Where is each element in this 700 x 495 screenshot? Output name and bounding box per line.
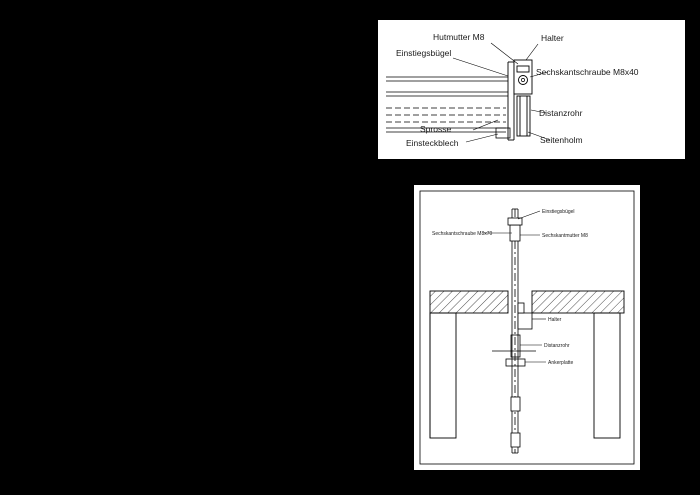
detail-drawing-top-panel: [377, 19, 686, 160]
wall-slab-left: [430, 291, 508, 438]
label-halter-bottom: Halter: [548, 317, 562, 323]
halter-block: [514, 60, 532, 94]
label-einsteckblech: Einsteckblech: [406, 138, 459, 148]
section-drawing-bottom-panel: [413, 184, 641, 471]
label-sechskantschraube-bottom: Sechskantschraube M8x70: [432, 231, 493, 237]
wall-slab-right: [532, 291, 624, 438]
ladder-stile: [512, 209, 518, 453]
hidden-rung-lines: [386, 108, 506, 122]
distanzrohr-tube: [517, 96, 530, 136]
label-einstiegsbuegel-bottom: Einstiegsbügel: [542, 209, 575, 215]
ankerplatte: [492, 351, 536, 366]
label-distanzrohr-bottom: Distanzrohr: [544, 343, 570, 349]
section-drawing-bottom-svg: [414, 185, 640, 470]
label-halter: Halter: [541, 33, 564, 43]
label-seitenholm: Seitenholm: [540, 135, 583, 145]
label-hutmutter: Hutmutter M8: [433, 32, 485, 42]
detail-drawing-top-svg: [378, 20, 685, 159]
label-einstiegsbuegel: Einstiegsbügel: [396, 48, 452, 58]
label-distanzrohr: Distanzrohr: [539, 108, 583, 118]
top-bracket: [508, 218, 522, 241]
label-sechskantschraube: Sechskantschraube M8x40: [536, 67, 639, 77]
label-sprosse: Sprosse: [420, 124, 452, 134]
label-sechskantmutter-bottom: Sechskantmutter M8: [542, 233, 588, 239]
leader-lines: [453, 43, 550, 142]
halter-bracket-mid: [518, 303, 532, 329]
label-ankerplatte-bottom: Ankerplatte: [548, 360, 574, 366]
rail-lines: [386, 77, 508, 96]
